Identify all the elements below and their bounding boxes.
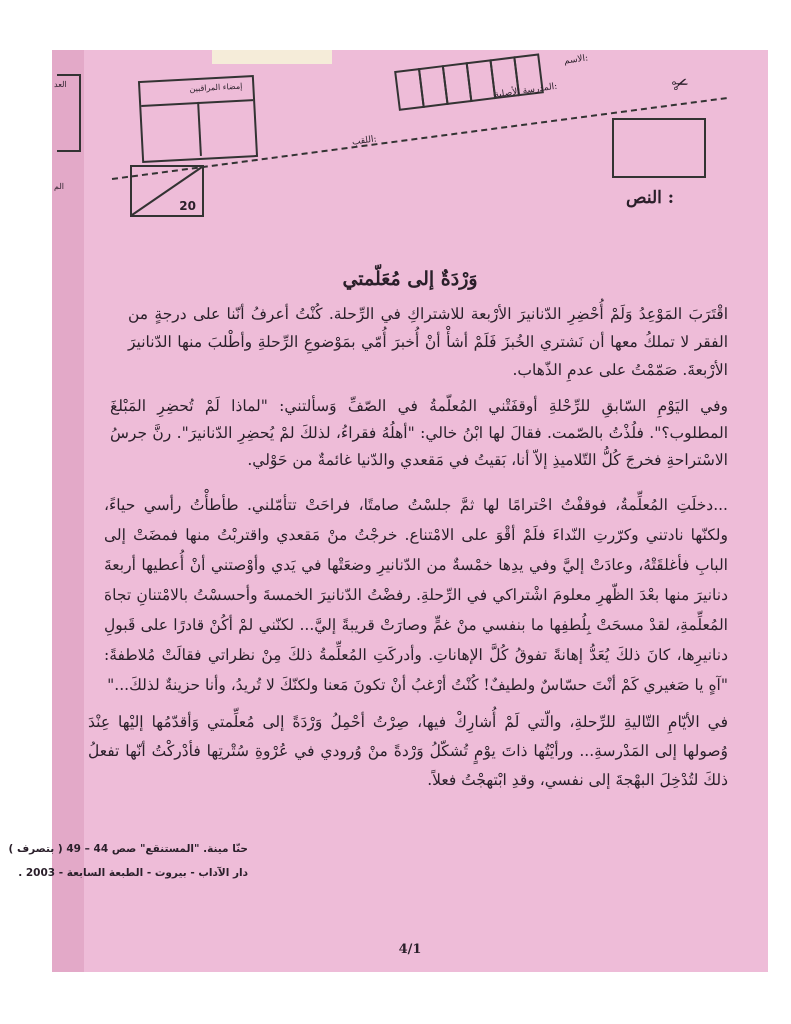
paragraph: وفي اليَوْمِ السّابقِ للرِّحْلةِ أوقفَتْني المُعلّمةُ في الصّفِّ وَسألتني: "لماذا لَمْ تُحضِرِ المَبْلغَ المطلوب؟". فلُذْتُ بالصّمت. فقالَ لها ابْنُ خالي: "أهلُهُ فقراءُ، لذلكَ لمْ يُحضِرِ الدّنانيرَ". رنَّ جرسُ الاسْتراحةِ فخرجَ كُلُّ التّلاميذِ إلاّ أنا، بَقيتُ في مَقعدي والدّنيا غائمةٌ من حَوْلي. [110, 397, 728, 469]
paragraph: في الأيّامِ التّاليةِ للرِّحلةِ، والّتي لَمْ أُشارِكْ فيها، صِرْتُ أحْمِلُ وَرْدَةً إلى مُعلِّمتي وَأقدّمُها إليْها عِنْدَ وُصولها إلى المَدْرسةِ... ورأيْتُها ذاتَ يوْمٍ تُشكّلُ وَرْدةً منْ وُرودي في عُرْوةِ سُتْرتِها فأدْركْتُ أنّها تفعلُ ذلكَ لتُدْخِلَ البهْجةَ إلى نفسي، وقدِ ابْتهجْتُ فعلاً. [88, 713, 728, 789]
surname-label: اللقب: [351, 134, 378, 148]
grade-total: 20 [179, 199, 196, 213]
name-label: الاسم: [563, 53, 589, 67]
adjacent-label: العد [54, 80, 67, 89]
text-label: النص : [626, 188, 675, 208]
paragraph: ...دخلَتِ المُعلِّمةُ، فوقفْتُ احْترامًا لها ثمَّ جلسْتُ صامتًا، فراحَتْ تتأمّلني. طأطأْتُ رأسي حياءً، ولكنّها نادتني وكرّرتِ النّداءَ فلَمْ أقْوَ على الامْتناع. خرجْتُ منْ مَقعدي واقتربْتُ منها فمضَتْ إلى البابِ فأغلقَتْهُ، وعادَتْ إليَّ وفي يدِها خمْسةٌ من الدّنانيرِ وضعَتْها في يَدي وأوْصتني أنْ أُعطيها أربعةَ دنانيرَ منها بعْدَ الظّهرِ معلومَ اشْتراكي في الرِّحلةِ. رفضْتُ الدّنانيرَ الخمسةَ وأحسسْتُ بالامْتنانِ تجاهَ المُعلِّمةِ، لقدْ مسحَتْ بِلُطفِها ما بنفسي منْ غمٍّ وصارَتْ قريبةً إليَّ... لكنّني لمْ أكُنْ قادرًا على قَبولِ دنانيرِها، كانَ ذلكَ يُعَدُّ إهانةً تفوقُ كُلَّ الإهاناتِ. وأدركَتِ المُعلِّمةُ ذلكَ مِنْ نظراتي فقالَتْ مُلاطفةً: "آهٍ يا صَغيري كَمْ أنْتَ حسّاسٌ ولطيفٌ! كُنْتُ أرْغبُ أنْ تكونَ مَعنا ولكنّكَ لا تُريدُ، وأنا حزينةٌ لذلكَ..." [104, 496, 728, 694]
document-title: وَرْدَةٌ إلى مُعَلّمتي [342, 268, 478, 290]
signature-box [138, 75, 258, 163]
source-citation: حنّا مينة. "المستنقع" صص 44 – 49 ( بتصرف ) [8, 843, 248, 855]
signature-column-divider [197, 102, 202, 156]
adjacent-label-bottom: الم [54, 182, 64, 191]
background-strip [212, 50, 332, 64]
student-number-cells [396, 53, 544, 110]
signature-label: إمضاء المراقبين [189, 81, 243, 94]
adjacent-sheet [52, 50, 84, 972]
scissors-icon: ✂ [668, 69, 693, 99]
school-label: المدرسة الأصلية: [493, 81, 558, 101]
grade-box [130, 165, 204, 217]
paragraph: اقْتَرَبَ المَوْعِدُ وَلَمْ أُحْضِرِ الدّنانيرَ الأرْبعة للاشتراكِ في الرِّحلة. كُنْتُ أعرفُ أنّنا على درجةٍ من الفقر لا تملكُ معها أن نَشتري الخُبزَ فَلَمْ أشأْ أنْ أُخبرَ أُمّي بمَوْضوعِ الرِّحلةِ وأطْلبَ منها الدّنانيرَ الأرْبعةَ. صَمّمْتُ على عدمِ الذّهاب. [128, 305, 728, 379]
code-box [612, 118, 706, 178]
source-publisher: دار الآداب - بيروت - الطبعة السابعة - 2003 . [18, 867, 248, 879]
page-number: 4/1 [398, 942, 422, 957]
exam-sheet [8, 50, 768, 972]
